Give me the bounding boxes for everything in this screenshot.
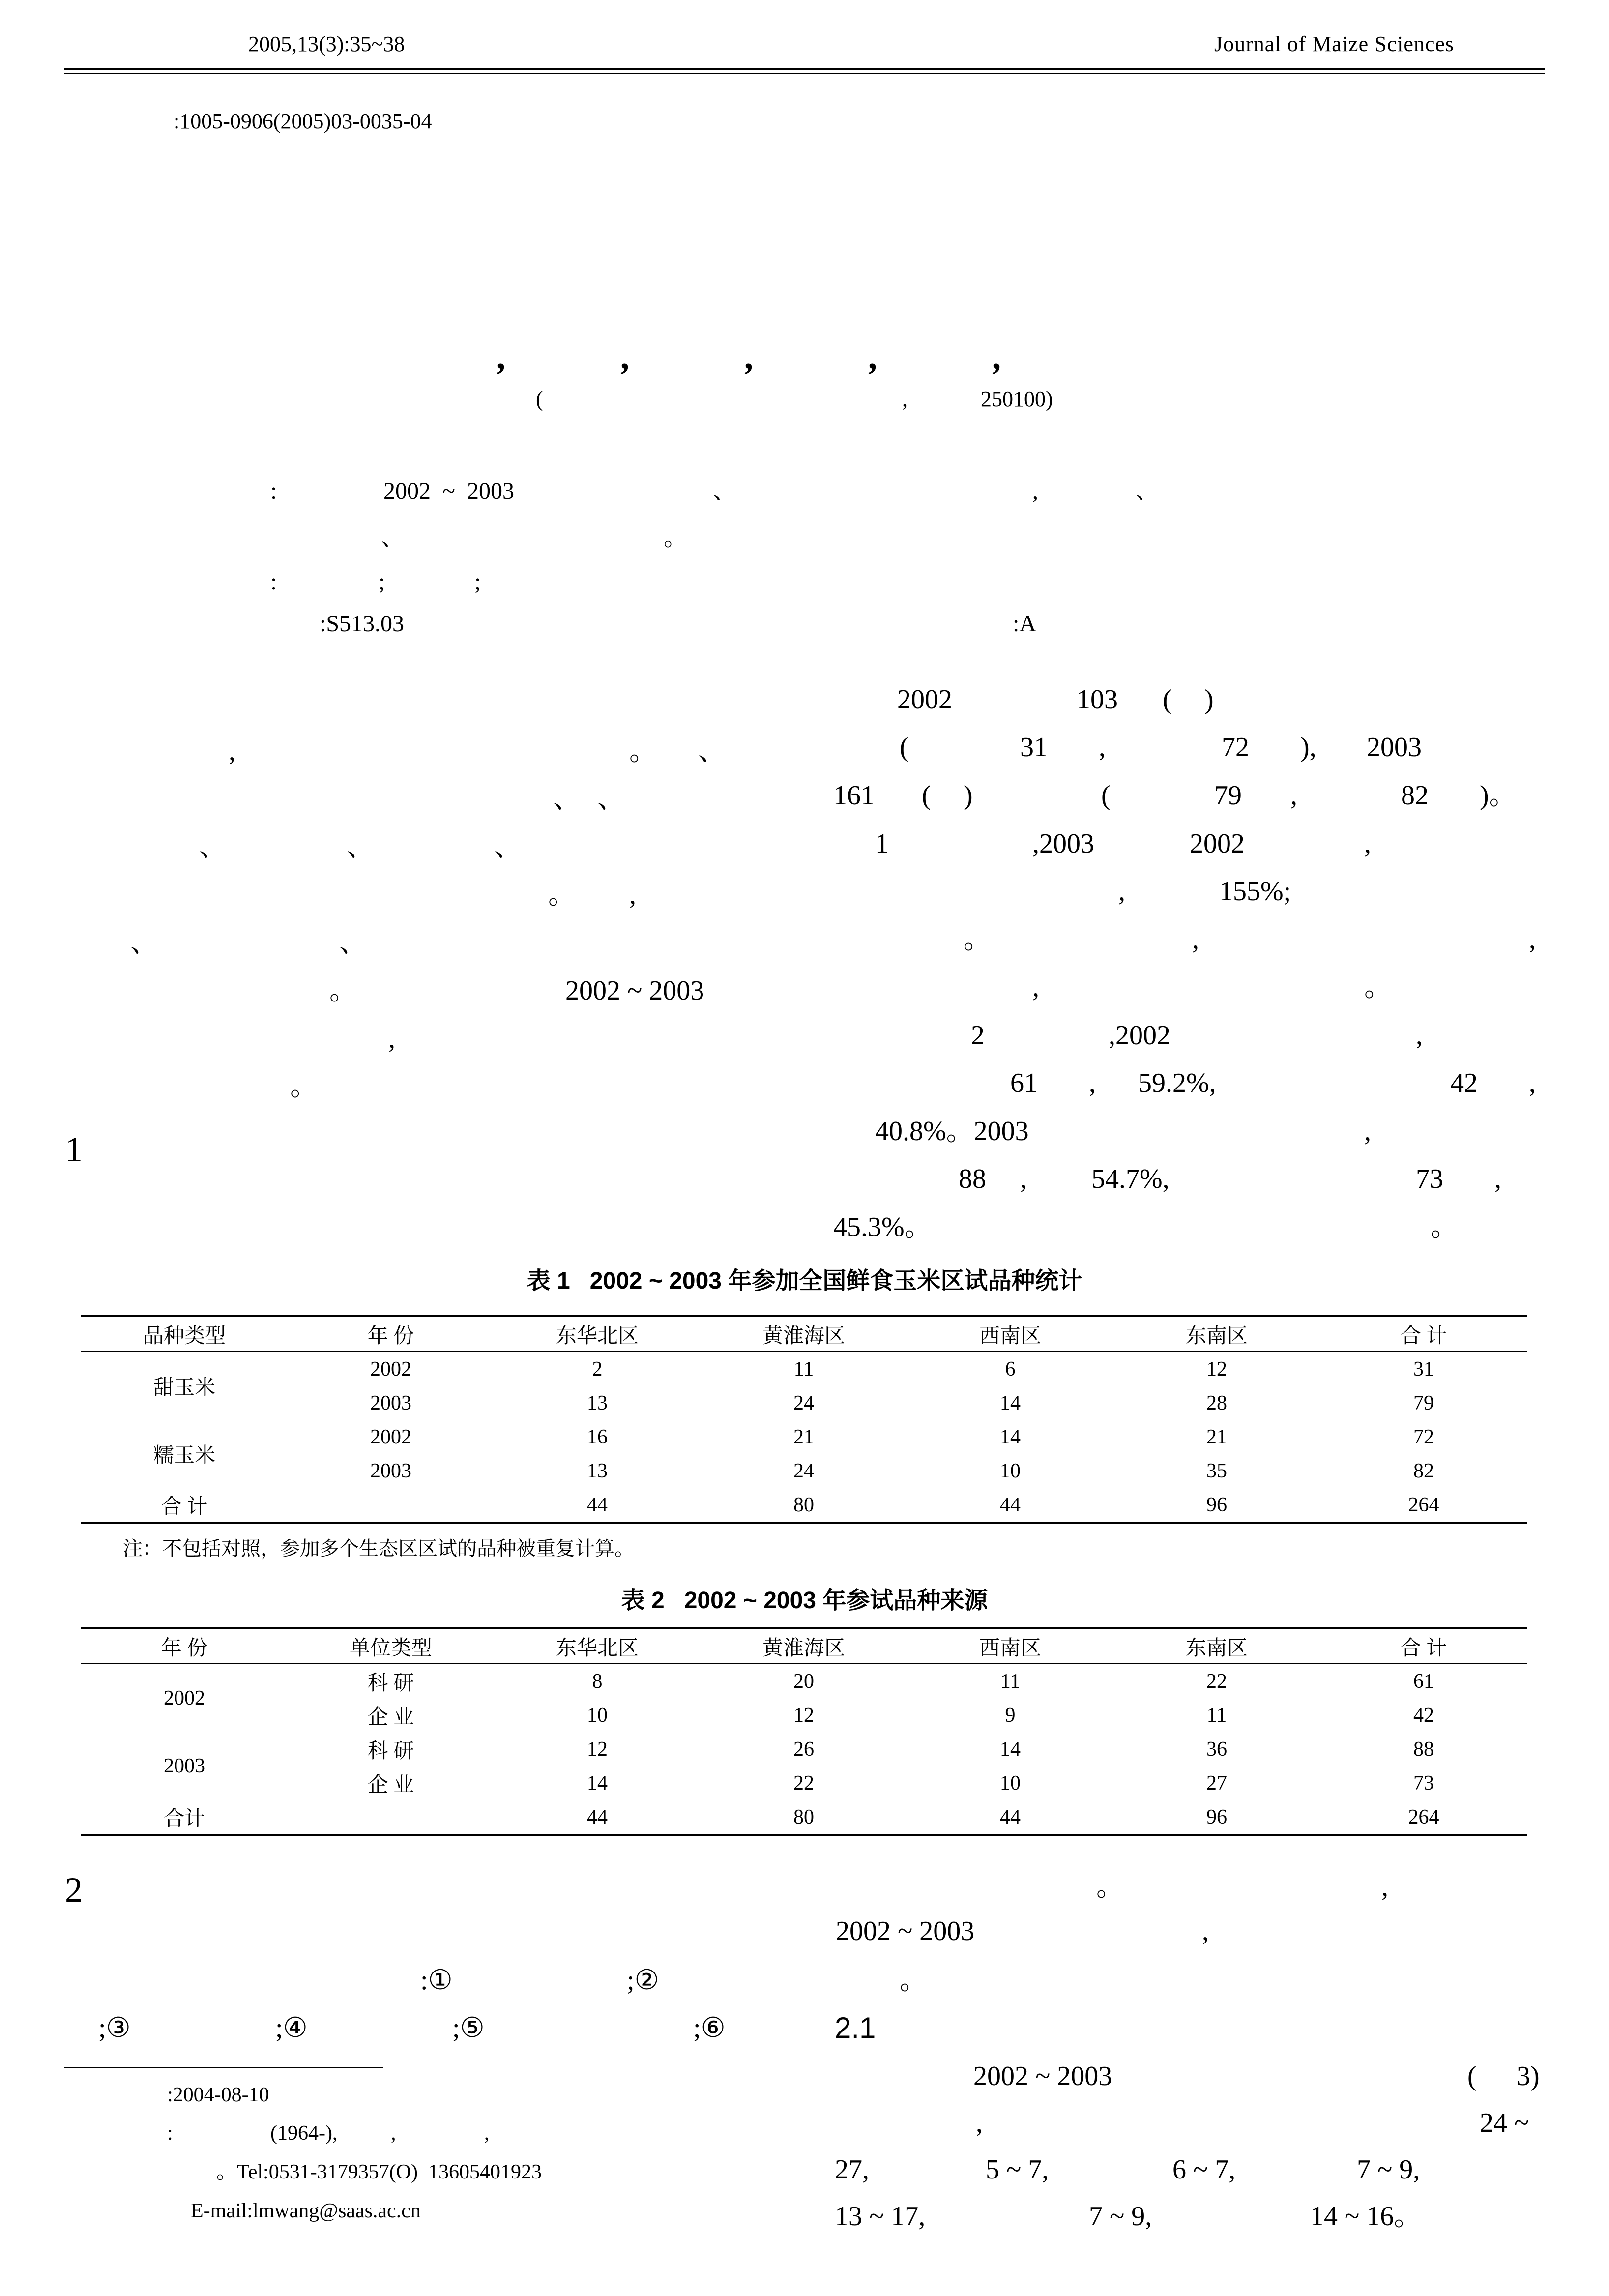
body-text: 6 ~ 7, — [1172, 2154, 1236, 2185]
table-2-cell: 22 — [793, 1771, 814, 1795]
footnote-email: E-mail:lmwang@saas.ac.cn — [191, 2200, 421, 2222]
table-2-header-row — [81, 1628, 1527, 1664]
body-text: 、 — [347, 832, 374, 862]
body-text: , — [1364, 1116, 1371, 1147]
body-text: ( — [1101, 780, 1111, 811]
body-text: , — [629, 880, 636, 910]
table-1-cell: 6 — [1005, 1357, 1016, 1381]
body-text: ;⑤ — [452, 2013, 485, 2043]
body-text: 1 — [875, 828, 889, 859]
body-text: , — [1364, 828, 1371, 859]
body-text: 31 — [1020, 732, 1048, 763]
table-1-cell: 14 — [1000, 1391, 1021, 1414]
body-text: ;④ — [275, 2013, 308, 2043]
body-text: ;③ — [98, 2013, 131, 2043]
body-text: ) — [964, 780, 973, 811]
table-2-caption: 表 2 2002 ~ 2003 年参试品种来源 — [621, 1588, 988, 1614]
affiliation-open: ( — [536, 387, 543, 411]
table-2-cell: 科 研 — [367, 1739, 414, 1763]
table-2-cell: 合计 — [81, 1800, 288, 1835]
table-2-cell: 9 — [1005, 1704, 1016, 1727]
table-2-cell: 2003 — [164, 1755, 205, 1777]
table-1-cell: 2003 — [370, 1459, 411, 1482]
table-1-header-row — [81, 1316, 1527, 1352]
body-text: 82 — [1401, 780, 1429, 811]
table-2-header-cell: 东南区 — [1113, 1628, 1320, 1664]
body-text: 、 — [698, 736, 726, 766]
table-1-cell: 35 — [1206, 1459, 1227, 1482]
body-text: 。 — [629, 736, 657, 766]
body-text: 103 — [1077, 684, 1118, 715]
table-row — [81, 1800, 1527, 1835]
table-2-cell: 科 研 — [367, 1672, 414, 1695]
abstract-label: : — [270, 478, 277, 504]
body-text: , — [1020, 1164, 1027, 1194]
body-text: 45.3%。 — [833, 1212, 932, 1242]
body-text: 59.2%, — [1138, 1068, 1216, 1098]
body-text: 。 — [900, 1965, 927, 1996]
body-text: , — [1529, 924, 1536, 955]
body-text: 。 — [964, 924, 991, 955]
body-text: 73 — [1416, 1164, 1443, 1194]
table-1-cell: 合 计 — [81, 1488, 288, 1523]
table-2-cell: 42 — [1413, 1704, 1434, 1727]
body-text: , — [1089, 1068, 1096, 1098]
table-1-cell: 21 — [1206, 1425, 1227, 1448]
table-2-cell: 22 — [1206, 1670, 1227, 1693]
table-1-cell: 72 — [1413, 1425, 1434, 1448]
body-text: 88 — [959, 1164, 986, 1194]
table-2-header-cell: 合 计 — [1320, 1628, 1527, 1664]
body-text: 。 — [1096, 1872, 1124, 1902]
document-code: :A — [1013, 611, 1036, 637]
body-text: 2002 — [897, 684, 952, 715]
table-1-header-cell: 黄淮海区 — [701, 1316, 907, 1352]
body-text: , — [1118, 876, 1125, 907]
table-2-cell: 88 — [1413, 1737, 1434, 1761]
body-text: 7 ~ 9, — [1357, 2154, 1420, 2185]
body-text: 14 ~ 16。 — [1310, 2201, 1422, 2232]
table-1-cell: 14 — [1000, 1425, 1021, 1448]
table-1-header-cell: 合 计 — [1320, 1316, 1527, 1352]
body-text: 72 — [1222, 732, 1249, 763]
header-citation: 2005,13(3):35~38 — [248, 32, 405, 56]
table-row — [81, 1766, 1527, 1800]
body-text: )。 — [1480, 780, 1517, 811]
table-2-cell: 44 — [494, 1800, 701, 1835]
body-text: 、 — [494, 832, 522, 862]
table-1-cell: 13 — [587, 1459, 608, 1482]
table-2-cell — [288, 1800, 494, 1835]
body-text: 2002 — [1190, 828, 1245, 859]
body-text: 40.8%。2003 — [875, 1116, 1029, 1147]
table-1-caption: 表 1 2002 ~ 2003 年参加全国鲜食玉米区试品种统计 — [527, 1268, 1082, 1294]
table-1-cell: 2002 — [370, 1425, 411, 1448]
table-1-cell: 2002 — [370, 1357, 411, 1381]
body-text: 61 — [1010, 1068, 1038, 1098]
table-2-cell: 27 — [1206, 1771, 1227, 1795]
body-text: 2002 ~ 2003 — [973, 2061, 1112, 2091]
abstract-text: 。 — [664, 525, 688, 551]
table-1-note: 注：不包括对照，参加多个生态区区试的品种被重复计算。 — [123, 1537, 634, 1560]
table-1-header-cell: 年 份 — [288, 1316, 494, 1352]
table-2-cell: 20 — [793, 1670, 814, 1693]
header-rule-thin — [64, 73, 1545, 74]
body-text: 、 — [130, 928, 158, 958]
body-text: 79 — [1214, 780, 1242, 811]
body-text: 42 — [1450, 1068, 1478, 1098]
body-text: 13 ~ 17, — [835, 2201, 926, 2232]
body-text: 54.7%, — [1091, 1164, 1170, 1194]
clc-number: :S513.03 — [320, 611, 405, 637]
body-text: 。 — [548, 880, 576, 910]
table-2-cell: 96 — [1113, 1800, 1320, 1835]
body-text: ,2003 — [1032, 828, 1094, 859]
body-text: , — [1192, 924, 1199, 955]
table-2-header-cell: 年 份 — [81, 1628, 288, 1664]
body-text: 。 — [1431, 1212, 1458, 1242]
table-2-cell: 10 — [1000, 1771, 1021, 1795]
body-text: ;② — [627, 1965, 659, 1996]
body-text: , — [1416, 1020, 1423, 1051]
table-1-cell: 24 — [793, 1459, 814, 1482]
table-1-cell: 31 — [1413, 1357, 1434, 1381]
table-1-header-cell: 西南区 — [907, 1316, 1113, 1352]
table-2-cell: 61 — [1413, 1670, 1434, 1693]
body-text: 155%; — [1219, 876, 1291, 907]
table-1-cell: 2003 — [370, 1391, 411, 1414]
table-1-cell: 甜玉米 — [153, 1377, 215, 1399]
subsection-2-1-heading: 2.1 — [835, 2011, 876, 2044]
footnote-text: , — [484, 2122, 490, 2145]
table-1-cell: 13 — [587, 1391, 608, 1414]
footnote-text: (1964-), — [270, 2122, 338, 2145]
body-text: , — [1381, 1872, 1388, 1902]
table-1-cell: 96 — [1113, 1488, 1320, 1523]
body-text: 、 — [597, 784, 625, 814]
table-2 — [81, 1627, 1527, 1836]
body-text: 、 — [199, 832, 227, 862]
table-1-cell: 44 — [494, 1488, 701, 1523]
body-text: 2002 ~ 2003 — [836, 1916, 975, 1946]
affiliation-postcode: 250100) — [981, 387, 1053, 411]
table-2-header-cell: 东华北区 — [494, 1628, 701, 1664]
table-1-cell — [288, 1488, 494, 1523]
table-row — [81, 1386, 1527, 1420]
footnote-tel: 。Tel:0531-3179357(O) 13605401923 — [216, 2161, 542, 2183]
body-text: , — [1202, 1916, 1209, 1946]
table-2-header-cell: 单位类型 — [288, 1628, 494, 1664]
table-2-cell: 12 — [793, 1704, 814, 1727]
affiliation-comma: , — [902, 387, 907, 411]
abstract-text: , — [1032, 478, 1038, 504]
body-text: , — [388, 1024, 395, 1054]
section-2-heading: 2 — [65, 1870, 83, 1910]
received-date: :2004-08-10 — [167, 2084, 269, 2106]
body-text: 。 — [1364, 972, 1392, 1002]
table-1-header-cell: 品种类型 — [81, 1316, 288, 1352]
table-row — [81, 1488, 1527, 1523]
body-text: , — [1494, 1164, 1501, 1194]
footnote-text: , — [391, 2122, 396, 2145]
body-text: ( — [1467, 2061, 1477, 2091]
body-text: , — [976, 2108, 983, 2138]
table-2-cell: 2002 — [164, 1687, 205, 1709]
table-2-cell: 企 业 — [367, 1773, 414, 1796]
body-text: 24 ~ — [1480, 2108, 1529, 2138]
body-text: ( — [900, 732, 909, 763]
body-text: ), — [1300, 732, 1316, 763]
table-1-cell: 28 — [1206, 1391, 1227, 1414]
table-1-cell: 2 — [592, 1357, 603, 1381]
body-text: ( — [1163, 684, 1172, 715]
keywords-label: : — [270, 569, 277, 595]
table-2-cell: 11 — [1206, 1704, 1227, 1727]
table-1-cell: 21 — [793, 1425, 814, 1448]
body-text: ) — [1204, 684, 1214, 715]
body-text: , — [1290, 780, 1297, 811]
table-1-cell: 24 — [793, 1391, 814, 1414]
table-1 — [81, 1315, 1527, 1524]
table-2-header-cell: 黄淮海区 — [701, 1628, 907, 1664]
header-rule-thick — [64, 68, 1545, 70]
body-text: ( — [922, 780, 931, 811]
body-text: 、 — [553, 784, 581, 814]
abstract-years: 2002 ~ 2003 — [383, 478, 514, 504]
table-1-cell: 79 — [1413, 1391, 1434, 1414]
table-1-cell: 80 — [701, 1488, 907, 1523]
body-text: 161 — [833, 780, 875, 811]
body-text: :① — [420, 1965, 453, 1996]
body-text: 2 — [971, 1020, 985, 1051]
body-text: 27, — [835, 2154, 869, 2185]
body-text: 、 — [339, 928, 367, 958]
body-text: ;⑥ — [693, 2013, 726, 2043]
table-2-cell: 14 — [1000, 1737, 1021, 1761]
header-journal: Journal of Maize Sciences — [1214, 32, 1455, 56]
table-2-cell: 44 — [907, 1800, 1113, 1835]
body-text: 7 ~ 9, — [1089, 2201, 1152, 2232]
body-text: 。 — [290, 1071, 318, 1102]
section-1-heading: 1 — [65, 1130, 83, 1169]
table-2-cell: 8 — [592, 1670, 603, 1693]
table-row — [81, 1454, 1527, 1488]
body-text: 2002 ~ 2003 — [565, 975, 704, 1006]
table-1-cell: 12 — [1206, 1357, 1227, 1381]
author-line: , , , , , — [497, 337, 1001, 377]
table-row — [81, 1698, 1527, 1732]
table-2-cell: 73 — [1413, 1771, 1434, 1795]
body-text: 。 — [329, 975, 357, 1006]
body-text: , — [229, 736, 235, 766]
article-number: :1005-0906(2005)03-0035-04 — [174, 109, 432, 133]
table-row — [81, 1420, 1527, 1454]
table-1-header-cell: 东南区 — [1113, 1316, 1320, 1352]
body-text: , — [1099, 732, 1106, 763]
body-text: 3) — [1517, 2061, 1540, 2091]
body-text: 2003 — [1367, 732, 1422, 763]
table-2-cell: 80 — [701, 1800, 907, 1835]
table-2-cell: 11 — [1000, 1670, 1021, 1693]
table-1-cell: 10 — [1000, 1459, 1021, 1482]
table-1-cell: 糯玉米 — [153, 1444, 215, 1467]
footnote-text: : — [167, 2122, 173, 2145]
body-text: 5 ~ 7, — [986, 2154, 1049, 2185]
footnote-rule — [64, 2067, 383, 2068]
table-1-cell: 82 — [1413, 1459, 1434, 1482]
abstract-text: 、 — [713, 478, 737, 504]
table-2-cell: 36 — [1206, 1737, 1227, 1761]
table-2-cell: 10 — [587, 1704, 608, 1727]
table-1-cell: 11 — [793, 1357, 814, 1381]
body-text: , — [1032, 972, 1039, 1002]
table-1-header-cell: 东华北区 — [494, 1316, 701, 1352]
table-row — [81, 1732, 1527, 1766]
table-2-cell: 264 — [1320, 1800, 1527, 1835]
body-text: ,2002 — [1109, 1020, 1170, 1051]
table-row — [81, 1352, 1527, 1386]
table-2-cell: 12 — [587, 1737, 608, 1761]
abstract-text: 、 — [381, 525, 405, 551]
keywords-text: ; — [474, 569, 481, 595]
table-2-header-cell: 西南区 — [907, 1628, 1113, 1664]
body-text: , — [1529, 1068, 1536, 1098]
table-1-cell: 44 — [907, 1488, 1113, 1523]
keywords-text: ; — [379, 569, 385, 595]
table-row — [81, 1664, 1527, 1698]
table-2-cell: 26 — [793, 1737, 814, 1761]
table-1-cell: 264 — [1320, 1488, 1527, 1523]
table-1-cell: 16 — [587, 1425, 608, 1448]
table-2-cell: 企 业 — [367, 1706, 414, 1729]
table-2-cell: 14 — [587, 1771, 608, 1795]
abstract-text: 、 — [1136, 478, 1160, 504]
